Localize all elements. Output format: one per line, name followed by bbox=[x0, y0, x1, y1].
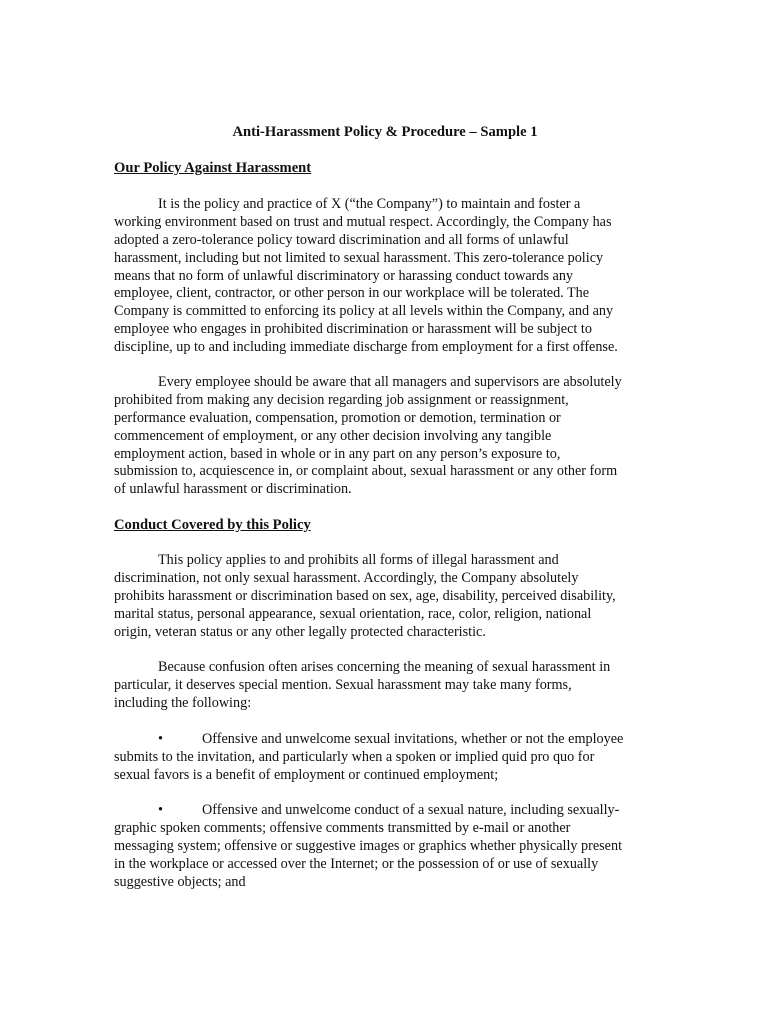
bullet-item-conduct bbox=[114, 802, 674, 891]
paragraph-scope bbox=[114, 552, 674, 641]
paragraph-line: It is the policy and practice of X (“the Company”) to maintain and foster a bbox=[158, 196, 581, 212]
paragraph-line: working environment based on trust and mutual respect. Accordingly, the Company has bbox=[114, 213, 612, 230]
bullet-item-invitations bbox=[114, 731, 674, 785]
paragraph-line: particular, it deserves special mention. Sexual harassment may take many forms, bbox=[114, 676, 572, 693]
bullet-marker: • bbox=[158, 802, 163, 818]
paragraph-line: adopted a zero-tolerance policy toward discrimination and all forms of unlawful bbox=[114, 231, 569, 248]
bullet-first-line bbox=[114, 731, 674, 749]
bullet-line: sexual favors is a benefit of employment or continued employment; bbox=[114, 766, 499, 783]
paragraph-manager-prohibition bbox=[114, 374, 674, 499]
paragraph-policy-statement bbox=[114, 196, 674, 357]
bullet-text: Offensive and unwelcome sexual invitations, whether or not the employee bbox=[202, 731, 624, 747]
paragraph-line: This policy applies to and prohibits all forms of illegal harassment and bbox=[158, 552, 559, 568]
paragraph-line: harassment, including but not limited to sexual harassment. This zero-tolerance policy bbox=[114, 249, 604, 266]
paragraph-line: marital status, personal appearance, sexual orientation, race, color, religion, national bbox=[114, 605, 592, 622]
paragraph-line: submission to, acquiescence in, or complaint about, sexual harassment or any other form bbox=[114, 463, 618, 480]
section-heading-policy: Our Policy Against Harassment bbox=[114, 160, 312, 176]
bullet-line: suggestive objects; and bbox=[114, 873, 246, 890]
bullet-line: submits to the invitation, and particularly when a spoken or implied quid pro quo for bbox=[114, 748, 595, 765]
paragraph-line: Because confusion often arises concerning the meaning of sexual harassment in bbox=[158, 659, 611, 675]
paragraph-line: employee, client, contractor, or other person in our workplace will be tolerated. The bbox=[114, 285, 590, 302]
paragraph-line: means that no form of unlawful discriminatory or harassing conduct towards any bbox=[114, 267, 574, 284]
paragraph-line: performance evaluation, compensation, promotion or demotion, termination or bbox=[114, 409, 561, 426]
paragraph-line: employment action, based in whole or in any part on any person’s exposure to, bbox=[114, 445, 561, 462]
bullet-line: messaging system; offensive or suggestive images or graphics whether physically present bbox=[114, 837, 623, 854]
paragraph-line: discrimination, not only sexual harassment. Accordingly, the Company absolutely bbox=[114, 569, 579, 586]
paragraph-line: commencement of employment, or any other decision involving any tangible bbox=[114, 427, 552, 444]
bullet-line: in the workplace or accessed over the Internet; or the possession of or use of sexually bbox=[114, 855, 599, 872]
paragraph-line: including the following: bbox=[114, 694, 252, 711]
paragraph-line: Every employee should be aware that all managers and supervisors are absolutely bbox=[158, 374, 622, 390]
paragraph-line: of unlawful harassment or discrimination. bbox=[114, 481, 352, 498]
bullet-line: graphic spoken comments; offensive comments transmitted by e-mail or another bbox=[114, 819, 571, 836]
paragraph-line: origin, veteran status or any other legally protected characteristic. bbox=[114, 623, 486, 640]
bullet-marker: • bbox=[158, 731, 163, 747]
bullet-first-line bbox=[114, 802, 674, 820]
paragraph-line: Company is committed to enforcing its policy at all levels within the Company, and any bbox=[114, 303, 614, 320]
bullet-text: Offensive and unwelcome conduct of a sexual nature, including sexually- bbox=[202, 802, 620, 818]
paragraph-line: prohibits harassment or discrimination based on sex, age, disability, perceived disability, bbox=[114, 587, 616, 604]
paragraph-sexual-harassment bbox=[114, 659, 674, 713]
document-title: Anti-Harassment Policy & Procedure – Sample 1 bbox=[232, 124, 538, 140]
section-heading-conduct: Conduct Covered by this Policy bbox=[114, 517, 311, 533]
paragraph-line: employee who engages in prohibited discrimination or harassment will be subject to bbox=[114, 321, 592, 338]
paragraph-line: prohibited from making any decision regarding job assignment or reassignment, bbox=[114, 391, 569, 408]
paragraph-line: discipline, up to and including immediate discharge from employment for a first offense. bbox=[114, 339, 618, 356]
